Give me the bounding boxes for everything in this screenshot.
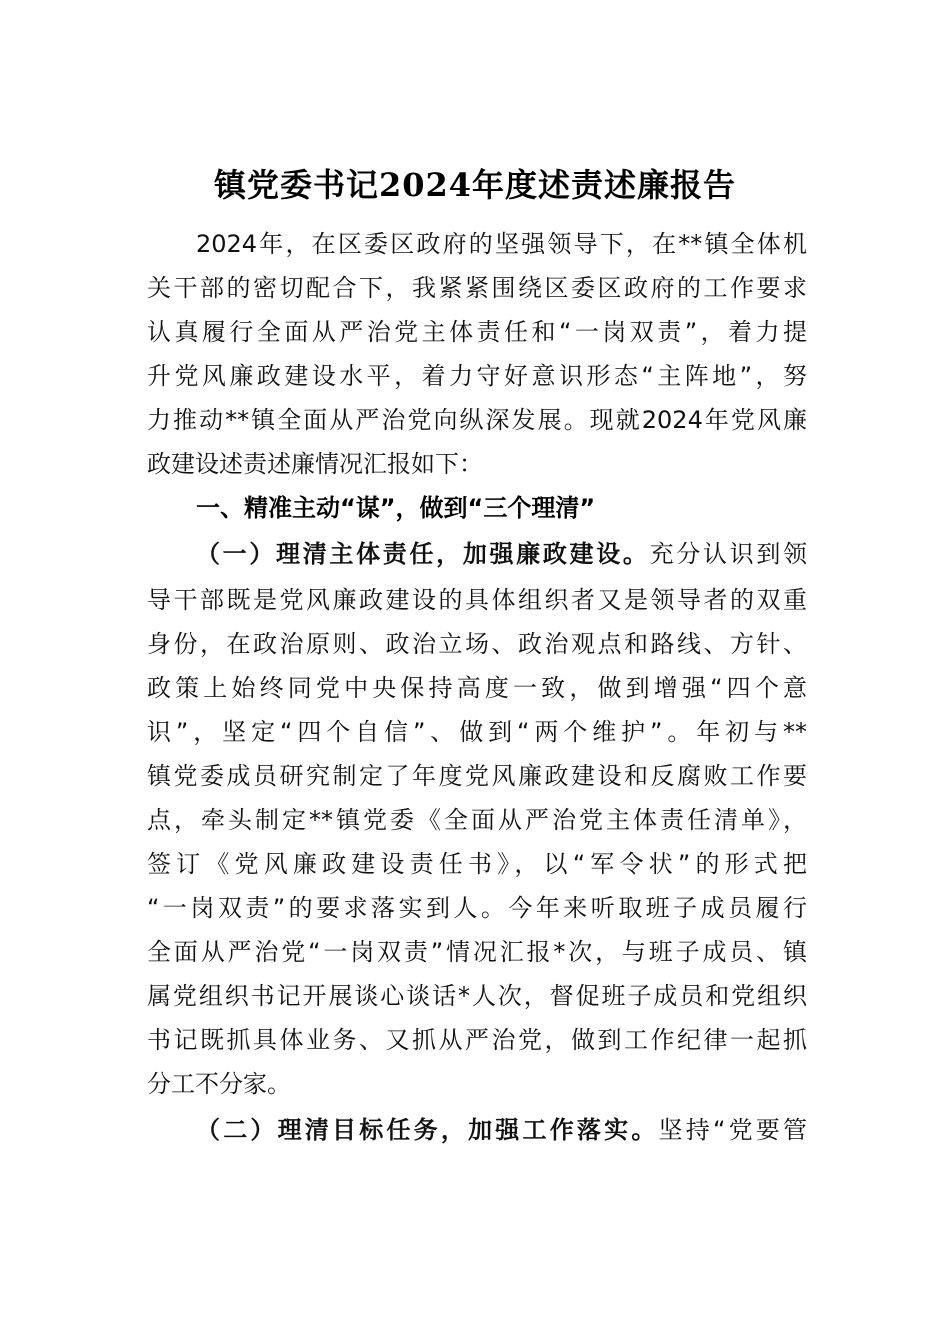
line-text: 全面从严治党“一岗双责”情况汇报*次，与班子成员、镇 (147, 938, 807, 966)
line-text: 属党组织书记开展谈心谈话*人次，督促班子成员和党组织 (147, 982, 807, 1010)
line-text: 政策上始终同党中央保持高度一致，做到增强“四个意 (147, 674, 807, 702)
paragraph-line (147, 886, 807, 930)
line-text: 分工不分家。 (147, 1070, 291, 1098)
line-text: 导干部既是党风廉政建设的具体组织者又是领导者的双重 (147, 586, 807, 614)
line-text: 坚持“党要管 (658, 1116, 808, 1144)
paragraph-line (147, 354, 807, 398)
subsection-heading: （一）理清主体责任，加强廉政建设。 (196, 540, 650, 568)
line-text: 一、精准主动“谋”，做到“三个理清” (196, 494, 596, 522)
document-title: 镇党委书记2024年度述责述廉报告 (213, 166, 737, 204)
line-text: 2024年，在区委区政府的坚强领导下，在**镇全体机 (196, 230, 807, 258)
line-text: 升党风廉政建设水平，着力守好意识形态“主阵地”，努 (147, 362, 807, 390)
paragraph-line (147, 266, 807, 310)
paragraph-line (147, 1062, 807, 1106)
section-heading (196, 486, 807, 530)
paragraph-line (147, 578, 807, 622)
line-text: 点，牵头制定**镇党委《全面从严治党主体责任清单》， (147, 806, 807, 834)
line-text: 政建设述责述廉情况汇报如下： (147, 450, 483, 478)
paragraph-line (147, 930, 807, 974)
paragraph-line (147, 754, 807, 798)
paragraph-line (196, 222, 807, 266)
line-text: 识”，坚定“四个自信”、做到“两个维护”。年初与** (147, 718, 807, 746)
paragraph-line (196, 532, 807, 576)
line-text: 力推动**镇全面从严治党向纵深发展。现就2024年党风廉 (147, 406, 807, 434)
line-text: 身份，在政治原则、政治立场、政治观点和路线、方针、 (147, 630, 807, 658)
paragraph-line (147, 398, 807, 442)
paragraph-line (147, 666, 807, 710)
paragraph-line (147, 710, 807, 754)
paragraph-line (147, 622, 807, 666)
line-text: 签订《党风廉政建设责任书》，以“军令状”的形式把 (147, 850, 807, 878)
paragraph-line (147, 310, 807, 354)
line-text: 认真履行全面从严治党主体责任和“一岗双责”，着力提 (147, 318, 807, 346)
line-text: 充分认识到领 (649, 540, 808, 568)
paragraph-line (196, 1108, 807, 1152)
paragraph-line (147, 1018, 807, 1062)
paragraph-line (147, 798, 807, 842)
paragraph-line (147, 974, 807, 1018)
line-text: 镇党委成员研究制定了年度党风廉政建设和反腐败工作要 (147, 762, 807, 790)
paragraph-line (147, 842, 807, 886)
line-text: 关干部的密切配合下，我紧紧围绕区委区政府的工作要求 (147, 274, 807, 302)
subsection-heading: （二）理清目标任务，加强工作落实。 (196, 1116, 659, 1144)
line-text: “一岗双责”的要求落实到人。今年来听取班子成员履行 (147, 894, 807, 922)
line-text: 书记既抓具体业务、又抓从严治党，做到工作纪律一起抓 (147, 1026, 807, 1054)
paragraph-line (147, 442, 807, 486)
